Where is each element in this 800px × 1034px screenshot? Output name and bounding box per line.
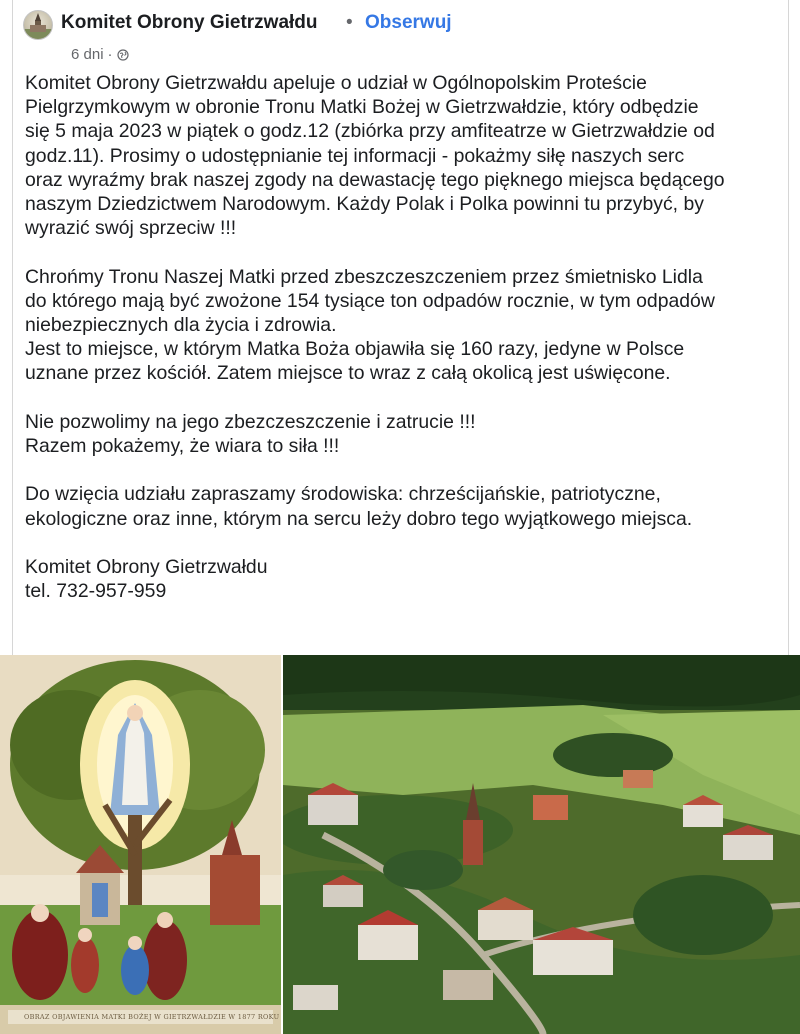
post-paragraph: Chrońmy Tronu Naszej Matki przed zbeszczeszczeniem przez śmietnisko Lidla do którego mają być zwożone 154 tysiące ton odpadów rocznie, w tym odpadów niebezpiecznych dla życia i zdrowia. Jest to miejsce, w którym Matka Boża objawiła się 160 razy, jedyne w Polsce uznane przez kościół. Zatem miejsce to wraz z całą okolicą jest uświęcone. bbox=[25, 265, 715, 385]
post-paragraph: Nie pozwolimy na jego zbezczeszczenie i zatrucie !!! Razem pokażemy, że wiara to siła !!! bbox=[25, 410, 476, 458]
post-timestamp[interactable]: 6 dni bbox=[71, 46, 104, 63]
post-paragraph: Do wzięcia udziału zapraszamy środowiska: chrześcijańskie, patriotyczne, ekologiczne oraz inne, którym na sercu leży dobro tego wyjątkowego miejsca. bbox=[25, 483, 693, 530]
aerial-image bbox=[283, 655, 800, 1034]
painting-caption bbox=[8, 1010, 280, 1024]
apparition-painting-photo[interactable] bbox=[0, 655, 281, 1034]
post-photos bbox=[0, 655, 800, 1034]
post-signature: Komitet Obrony Gietrzwałdu tel. 732-957-959 bbox=[25, 556, 268, 603]
church-avatar-icon bbox=[24, 11, 52, 39]
post-paragraph: Komitet Obrony Gietrzwałdu apeluje o udział w Ogólnopolskim Proteście Pielgrzymkowym w obronie Tronu Matki Bożej w Gietrzwałdzie, który odbędzie się 5 maja 2023 w piątek o godz.12 (zbiórka przy amfiteatrze w Gietrzwałdzie od godz.11). Prosimy o udostępnianie tej informacji - pokażmy siłę naszych serc oraz wyraźmy brak naszej zgody na dewastację tego pięknego miejsca będącego naszym Dziedzictwem Narodowym. Każdy Polak i Polka powinni tu przybyć, by wyrazić swój sprzeciw !!! bbox=[25, 72, 725, 240]
follow-button[interactable]: Obserwuj bbox=[365, 12, 452, 33]
header-separator: • bbox=[346, 12, 353, 33]
painting-image bbox=[0, 655, 281, 1034]
painting-caption-text: OBRAZ OBJAWIENIA MATKI BOŻEJ W GIETRZWAŁDZIE W 1877 ROKU bbox=[24, 1013, 280, 1021]
aerial-village-photo[interactable] bbox=[283, 655, 800, 1034]
page-avatar[interactable] bbox=[23, 10, 53, 40]
globe-icon bbox=[117, 49, 129, 61]
page-name-link[interactable]: Komitet Obrony Gietrzwałdu bbox=[61, 12, 318, 33]
post-header bbox=[23, 8, 763, 63]
meta-separator: · bbox=[107, 46, 113, 63]
post-text bbox=[25, 71, 775, 603]
post-meta bbox=[71, 46, 129, 63]
